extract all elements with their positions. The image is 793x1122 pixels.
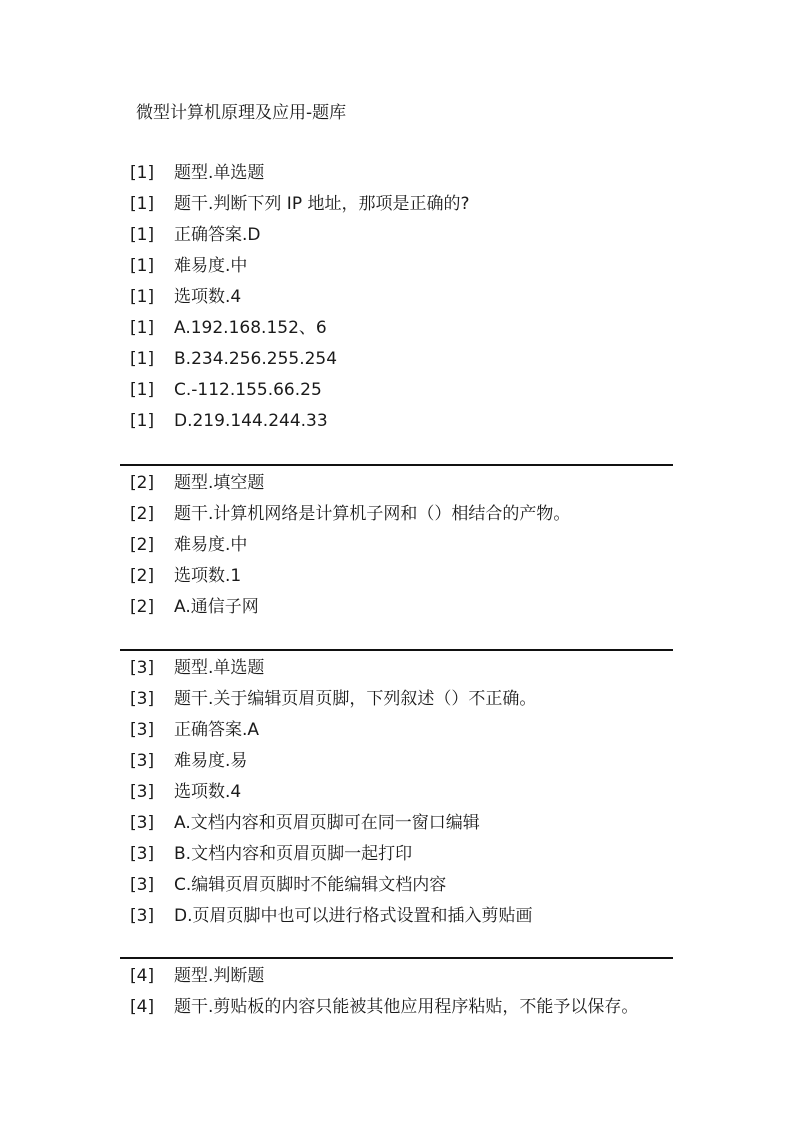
question-text: A.通信子网	[174, 597, 259, 617]
question-number: [3]	[130, 813, 155, 833]
question-line	[120, 344, 673, 375]
question-number: [1]	[130, 256, 155, 276]
question-line	[120, 808, 673, 839]
question-text: A.192.168.152、6	[174, 318, 327, 338]
question-line	[120, 158, 673, 189]
question-text: B.234.256.255.254	[174, 349, 338, 369]
question-number: [2]	[130, 473, 155, 493]
question-line	[120, 313, 673, 344]
question-line	[120, 901, 673, 932]
question-line	[120, 499, 673, 530]
question-number: [2]	[130, 597, 155, 617]
question-number: [1]	[130, 349, 155, 369]
question-text: 题干.关于编辑页眉页脚，下列叙述（）不正确。	[174, 689, 537, 709]
question-text: D.219.144.244.33	[174, 411, 328, 431]
question-line	[120, 468, 673, 499]
question-line	[120, 839, 673, 870]
question-number: [3]	[130, 751, 155, 771]
question-text: 题型.单选题	[174, 163, 265, 183]
question-line	[120, 406, 673, 437]
question-line	[120, 715, 673, 746]
question-line	[120, 561, 673, 592]
question-number: [1]	[130, 380, 155, 400]
question-number: [3]	[130, 906, 155, 926]
question-text: B.文档内容和页眉页脚一起打印	[174, 844, 413, 864]
question-text: 正确答案.A	[174, 720, 260, 740]
question-text: A.文档内容和页眉页脚可在同一窗口编辑	[174, 813, 480, 833]
question-number: [1]	[130, 318, 155, 338]
question-text: D.页眉页脚中也可以进行格式设置和插入剪贴画	[174, 906, 533, 926]
question-line	[120, 992, 673, 1023]
question-line	[120, 530, 673, 561]
question-number: [3]	[130, 875, 155, 895]
question-text: 题干.判断下列 IP 地址，那项是正确的?	[174, 194, 470, 214]
question-line	[120, 684, 673, 715]
question-text: 题干.剪贴板的内容只能被其他应用程序粘贴，不能予以保存。	[174, 997, 639, 1017]
question-number: [3]	[130, 658, 155, 678]
question-line	[120, 870, 673, 901]
question-number: [1]	[130, 194, 155, 214]
question-text: C.编辑页眉页脚时不能编辑文档内容	[174, 875, 447, 895]
question-text: 难易度.中	[174, 256, 248, 276]
question-number: [3]	[130, 720, 155, 740]
question-line	[120, 746, 673, 777]
question-text: 难易度.中	[174, 535, 248, 555]
question-text: 难易度.易	[174, 751, 248, 771]
page-title: 微型计算机原理及应用-题库	[136, 103, 347, 123]
question-number: [4]	[130, 966, 155, 986]
question-line	[120, 189, 673, 220]
question-number: [4]	[130, 997, 155, 1017]
question-line	[120, 961, 673, 992]
question-text: C.-112.155.66.25	[174, 380, 322, 400]
question-text: 题型.填空题	[174, 473, 265, 493]
question-number: [2]	[130, 566, 155, 586]
question-line	[120, 592, 673, 623]
question-number: [2]	[130, 535, 155, 555]
question-text: 选项数.4	[174, 287, 242, 307]
question-number: [2]	[130, 504, 155, 524]
question-line	[120, 282, 673, 313]
question-block	[120, 158, 673, 437]
question-text: 选项数.1	[174, 566, 242, 586]
question-block	[120, 649, 673, 932]
question-text: 选项数.4	[174, 782, 242, 802]
question-text: 题干.计算机网络是计算机子网和（）相结合的产物。	[174, 504, 571, 524]
question-block	[120, 464, 673, 623]
question-line	[120, 653, 673, 684]
question-text: 题型.判断题	[174, 966, 265, 986]
question-number: [1]	[130, 225, 155, 245]
question-block	[120, 957, 673, 1023]
question-number: [1]	[130, 287, 155, 307]
question-line	[120, 220, 673, 251]
question-line	[120, 375, 673, 406]
question-number: [3]	[130, 782, 155, 802]
question-number: [3]	[130, 689, 155, 709]
question-text: 题型.单选题	[174, 658, 265, 678]
question-text: 正确答案.D	[174, 225, 261, 245]
question-number: [1]	[130, 163, 155, 183]
question-number: [1]	[130, 411, 155, 431]
question-line	[120, 777, 673, 808]
question-number: [3]	[130, 844, 155, 864]
question-line	[120, 251, 673, 282]
